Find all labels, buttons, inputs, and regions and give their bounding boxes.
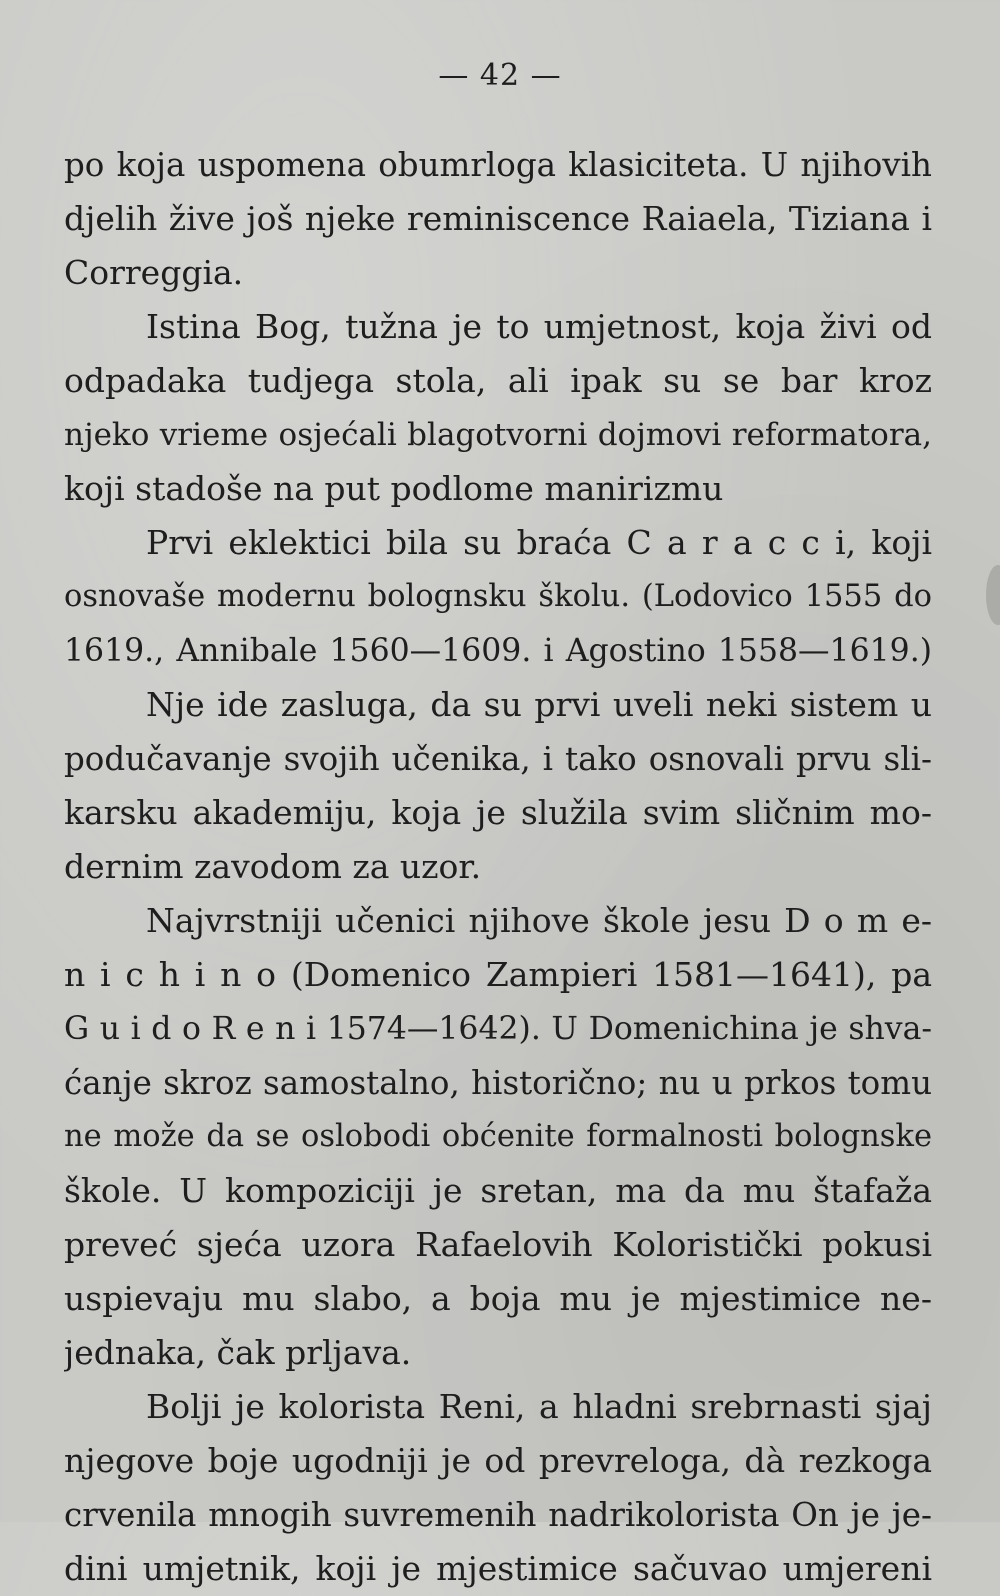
text-line: podučavanje svojih učenika, i tako osnovali prvu sli- <box>64 740 932 778</box>
text-line: dernim zavodom za uzor. <box>64 847 482 886</box>
text-line: njeko vrieme osjećali blagotvorni dojmovi reformatora, <box>64 417 932 453</box>
text-line: Istina Bog, tužna je to umjetnost, koja živi od <box>146 307 932 346</box>
text-line: Bolji je kolorista Reni, a hladni srebrnasti sjaj <box>146 1387 932 1426</box>
text-line: 1619., Annibale 1560—1609. i Agostino 1558—1619.) <box>64 633 932 669</box>
text-line: Nje ide zasluga, da su prvi uveli neki sistem u <box>146 685 932 724</box>
page-edge-mark <box>986 565 1000 625</box>
text-line: ne može da se oslobodi obćenite formalnosti bolognske <box>64 1119 932 1154</box>
text-line: njegove boje ugodniji je od prevreloga, dà rezkoga <box>64 1441 932 1480</box>
body-text <box>64 138 932 1596</box>
text-line: n i c h i n o (Domenico Zampieri 1581—1641), pa <box>64 955 932 994</box>
text-line: odpadaka tudjega stola, ali ipak su se bar kroz <box>64 361 932 400</box>
text-line: ćanje skroz samostalno, historično; nu u prkos tomu <box>64 1064 932 1102</box>
text-line: Prvi eklektici bila su braća C a r a c c i, koji <box>146 523 932 562</box>
text-line: dini umjetnik, koji je mjestimice sačuvao umjereni <box>64 1549 932 1588</box>
text-line: jednaka, čak prljava. <box>64 1333 412 1372</box>
text-line: Correggia. <box>64 253 244 292</box>
text-line: crvenila mnogih suvremenih nadrikolorista On je je- <box>64 1496 932 1534</box>
text-line: osnovaše modernu bolognsku školu. (Lodovico 1555 do <box>64 579 932 614</box>
text-line: Najvrstniji učenici njihove škole jesu D o m e- <box>146 901 932 940</box>
text-line: škole. U kompoziciji je sretan, ma da mu štafaža <box>64 1171 932 1210</box>
page-number: — 42 — <box>438 58 562 93</box>
text-line: uspievaju mu slabo, a boja mu je mjestimice ne- <box>64 1279 932 1318</box>
text-line: preveć sjeća uzora Rafaelovih Koloristički pokusi <box>64 1225 932 1264</box>
text-line: djelih žive još njeke reminiscence Raiaela, Tiziana i <box>64 199 932 238</box>
text-line: karsku akademiju, koja je služila svim sličnim mo- <box>64 793 932 832</box>
text-line: po koja uspomena obumrloga klasiciteta. U njihovih <box>64 146 932 184</box>
text-line: koji stadoše na put podlome manirizmu <box>64 469 724 508</box>
text-line: G u i d o R e n i 1574—1642). U Domenichina je shva- <box>64 1011 932 1047</box>
